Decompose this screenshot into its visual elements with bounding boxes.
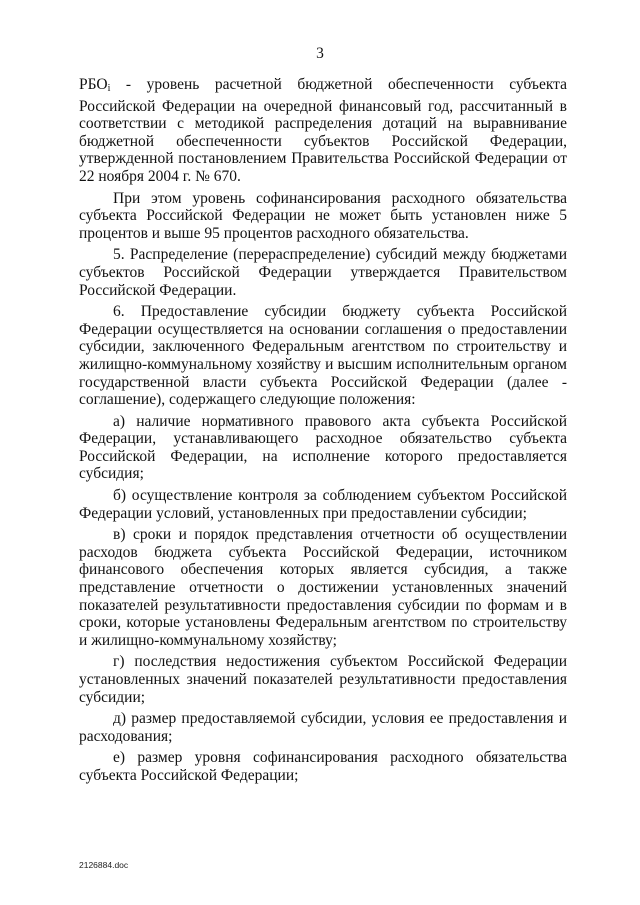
clause-e: е) размер уровня софинансирования расходного обязательства субъекта Российской Федерации; [79,749,567,784]
paragraph-cofinancing-limits: При этом уровень софинансирования расходного обязательства субъекта Российской Федерации не может быть установлен ниже 5 процентов и выше 95 процентов расходного обязательства. [79,189,567,242]
rbo-definition-text: - уровень расчетной бюджетной обеспеченности субъекта Российской Федерации на очередной финансовый год, рассчитанный в соответствии с методикой распределения дотаций на выравнивание бюджетной обеспеченности субъектов Российской Федерации, утвержденной постановлением Правительства Российской Федерации от 22 ноября 2004 г. № 670. [79,76,567,185]
rbo-subscript: i [107,83,111,94]
document-body [79,76,567,789]
clause-b: б) осуществление контроля за соблюдением субъектом Российской Федерации условий, установленных при предоставлении субсидии; [79,487,567,522]
clause-v: в) сроки и порядок представления отчетности об осуществлении расходов бюджета субъекта Российской Федерации, источником финансового обеспечения которых является субсидия, а также представление отчетности о достижении установленных значений показателей результативности предоставления субсидии по формам и в сроки, которые установлены Федеральным агентством по строительству и жилищно-коммунальному хозяйству; [79,526,567,649]
clause-a: а) наличие нормативного правового акта субъекта Российской Федерации, устанавливающего расходное обязательство субъекта Российской Федерации, на исполнение которого предоставляется субсидия; [79,412,567,483]
clause-d: д) размер предоставляемой субсидии, условия ее предоставления и расходования; [79,710,567,745]
page-number: 3 [316,45,324,62]
paragraph-5-distribution: 5. Распределение (перераспределение) субсидий между бюджетами субъектов Российской Федерации утверждается Правительством Российской Федерации. [79,246,567,299]
paragraph-rbo-definition [79,76,567,186]
paragraph-6-agreement: 6. Предоставление субсидии бюджету субъекта Российской Федерации осуществляется на основании соглашения о предоставлении субсидии, заключенного Федеральным агентством по строительству и жилищно-коммунальному хозяйству и высшим исполнительным органом государственной власти субъекта Российской Федерации (далее - соглашение), содержащего следующие положения: [79,303,567,409]
footer-filename: 2126884.doc [79,860,129,870]
clause-g: г) последствия недостижения субъектом Российской Федерации установленных значений показателей результативности предоставления субсидии; [79,653,567,706]
rbo-term: РБО [79,76,108,93]
